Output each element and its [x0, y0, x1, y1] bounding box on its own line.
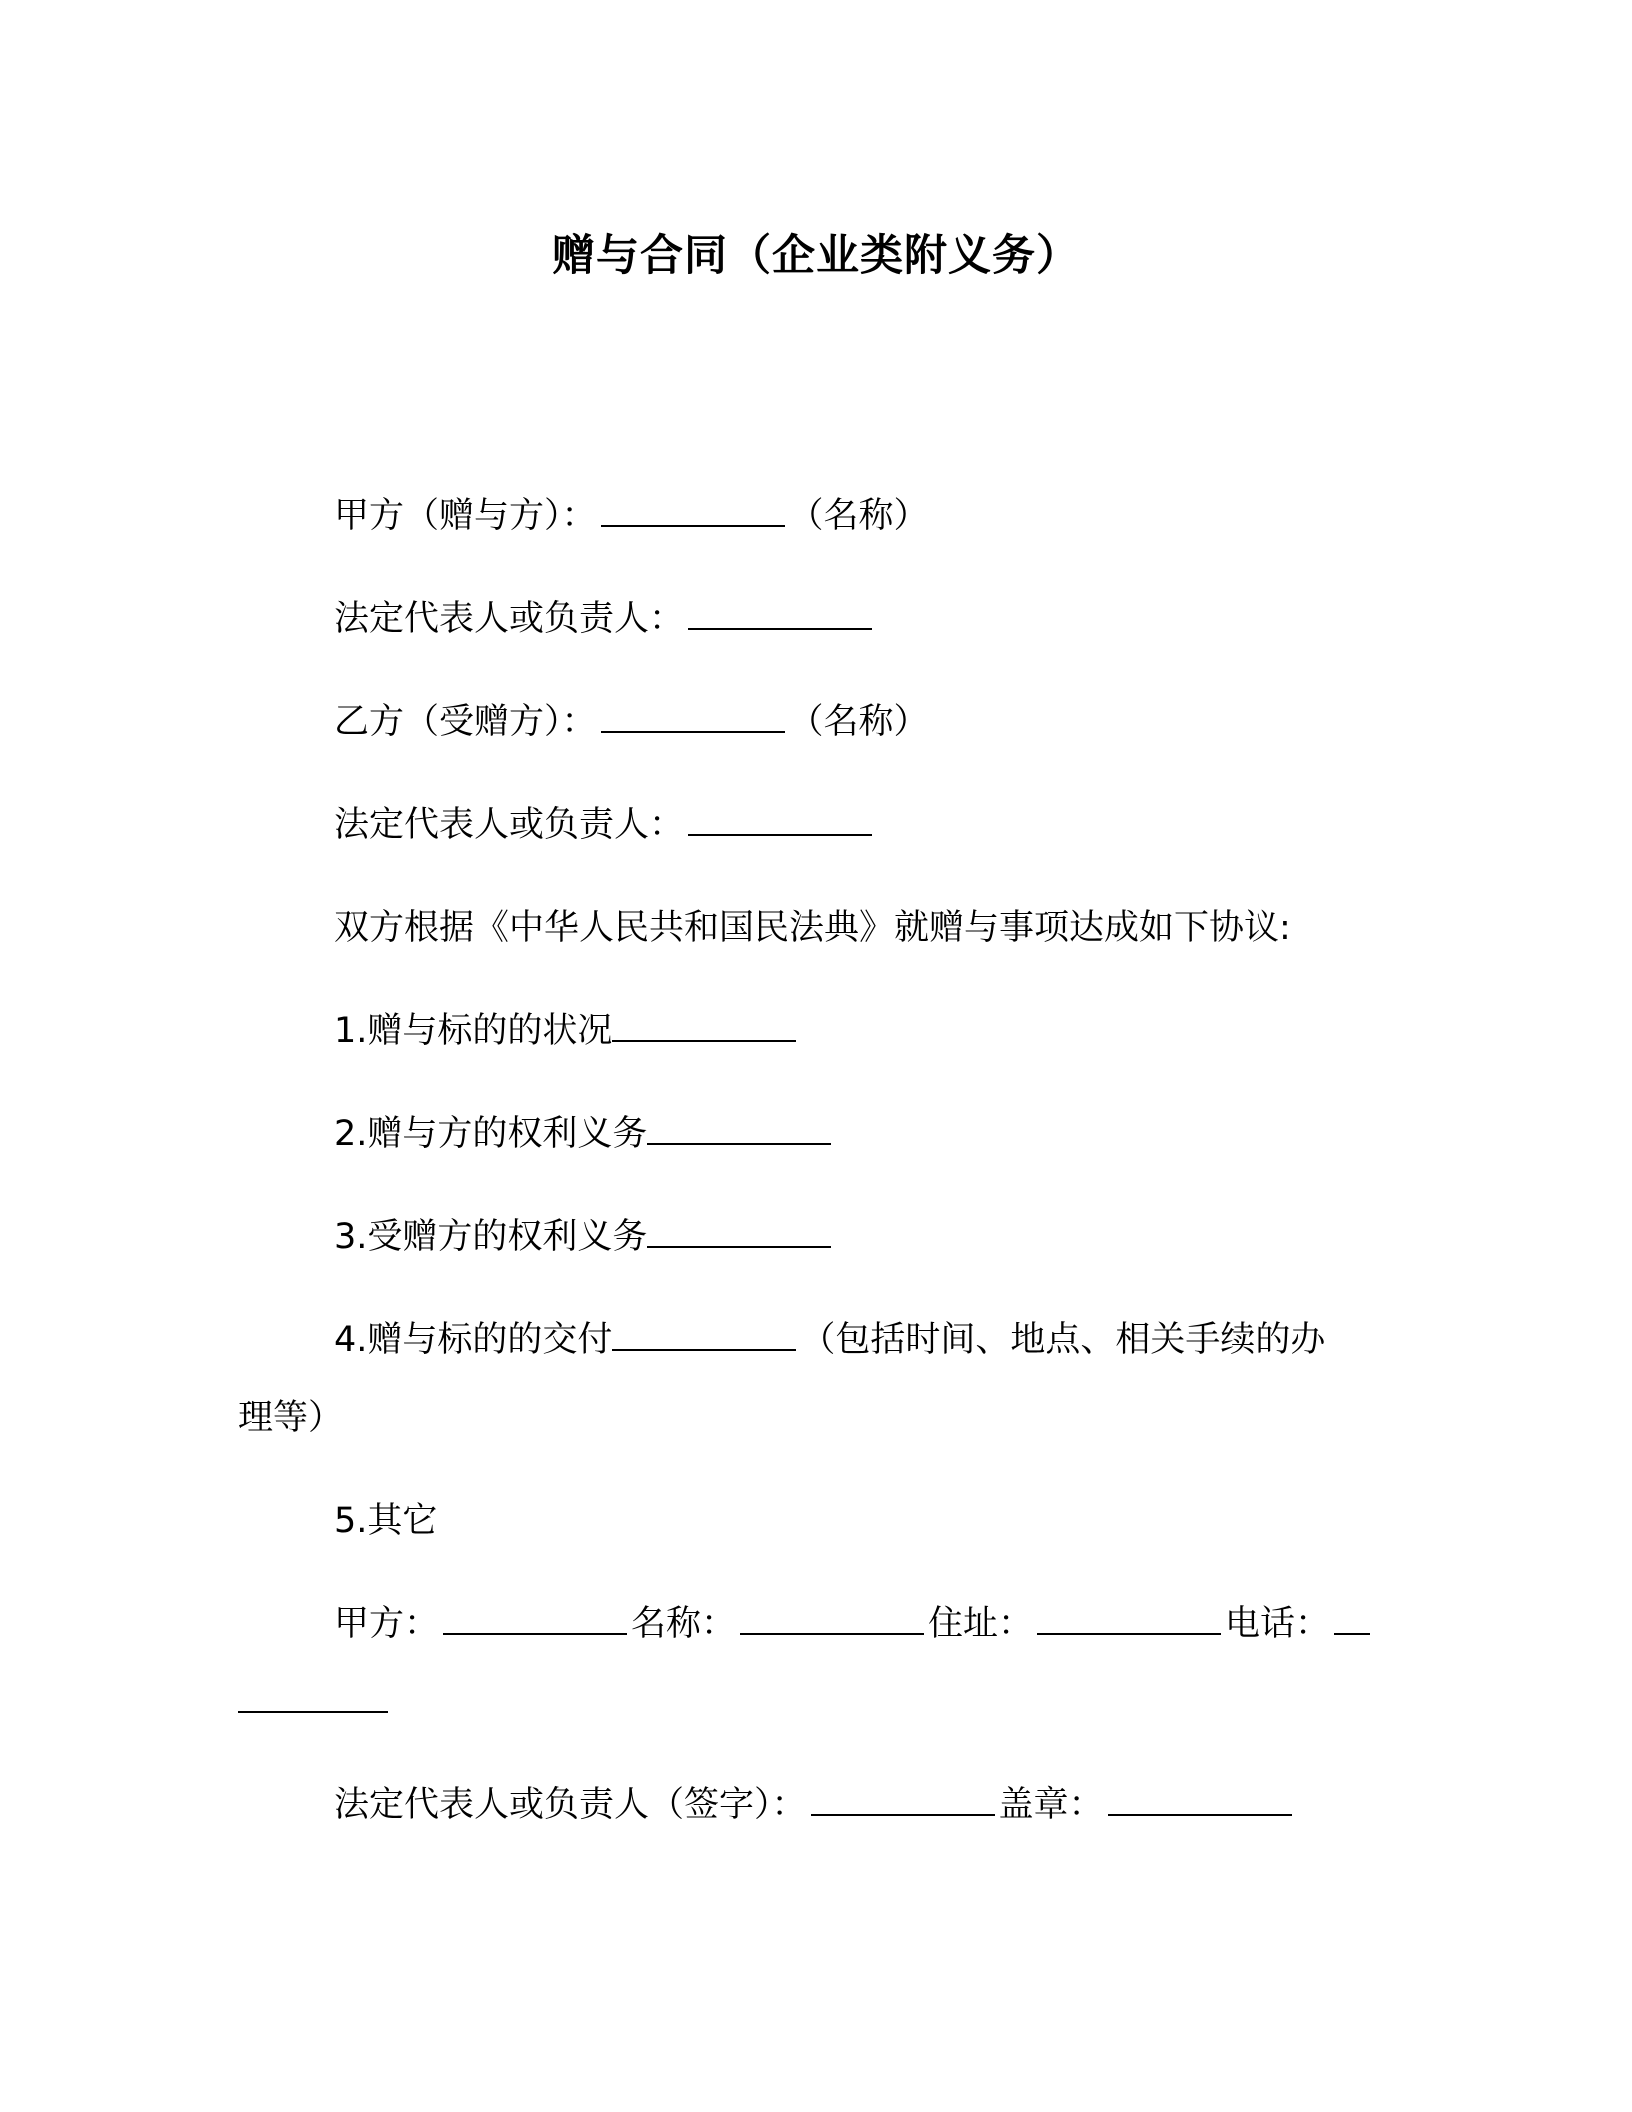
- clause-3: [334, 1215, 835, 1259]
- party-b-rep-blank[interactable]: [688, 804, 872, 836]
- signature-seal-label: 盖章：: [998, 1785, 1104, 1825]
- party-b-rep-label: 法定代表人或负责人：: [334, 805, 685, 845]
- signature-phone-label: 电话：: [1225, 1604, 1331, 1644]
- clause-1-text: 1.赠与标的的状况: [334, 1011, 613, 1051]
- signature-party-blank[interactable]: [443, 1603, 627, 1635]
- party-a-rep-line: [334, 597, 876, 641]
- signature-phone-blank[interactable]: [1334, 1603, 1370, 1635]
- signature-seal-blank[interactable]: [1108, 1784, 1292, 1816]
- signature-party-label: 甲方：: [334, 1604, 440, 1644]
- signature-rep-sign-label: 法定代表人或负责人（签字）：: [334, 1785, 807, 1825]
- clause-2: [334, 1112, 835, 1156]
- clause-4-continuation: 理等）: [238, 1398, 344, 1438]
- signature-rep-line: [334, 1783, 1296, 1827]
- clause-3-blank[interactable]: [647, 1216, 831, 1248]
- clause-2-blank[interactable]: [647, 1113, 831, 1145]
- signature-address-label: 住址：: [928, 1604, 1034, 1644]
- document-title: 赠与合同（企业类附义务）: [552, 231, 1080, 281]
- signature-party-line: [334, 1602, 1370, 1646]
- signature-name-blank[interactable]: [740, 1603, 924, 1635]
- party-b-rep-line: [334, 803, 876, 847]
- party-a-line: [334, 494, 929, 538]
- party-b-label: 乙方（受赠方）：: [334, 702, 597, 742]
- party-b-name-blank[interactable]: [601, 701, 785, 733]
- party-a-rep-blank[interactable]: [688, 598, 872, 630]
- party-b-line: [334, 700, 929, 744]
- party-a-label: 甲方（赠与方）：: [334, 496, 597, 536]
- signature-name-label: 名称：: [631, 1604, 737, 1644]
- clause-4-text: 4.赠与标的的交付: [334, 1320, 613, 1360]
- clause-4-blank[interactable]: [612, 1319, 796, 1351]
- party-a-rep-label: 法定代表人或负责人：: [334, 599, 685, 639]
- party-a-suffix: （名称）: [788, 496, 929, 536]
- clause-2-text: 2.赠与方的权利义务: [334, 1114, 648, 1154]
- signature-address-blank[interactable]: [1037, 1603, 1221, 1635]
- clause-1-blank[interactable]: [612, 1010, 796, 1042]
- clause-1: [334, 1009, 800, 1053]
- party-b-suffix: （名称）: [788, 702, 929, 742]
- clause-5: 5.其它: [334, 1501, 438, 1541]
- clause-3-text: 3.受赠方的权利义务: [334, 1217, 648, 1257]
- signature-phone-continuation: [238, 1680, 392, 1724]
- clause-4-suffix: （包括时间、地点、相关手续的办: [800, 1320, 1326, 1360]
- signature-phone-blank-continued[interactable]: [238, 1681, 388, 1713]
- clause-4: [334, 1318, 1325, 1362]
- preamble: 双方根据《中华人民共和国民法典》就赠与事项达成如下协议:: [334, 908, 1291, 948]
- signature-rep-sign-blank[interactable]: [811, 1784, 995, 1816]
- party-a-name-blank[interactable]: [601, 495, 785, 527]
